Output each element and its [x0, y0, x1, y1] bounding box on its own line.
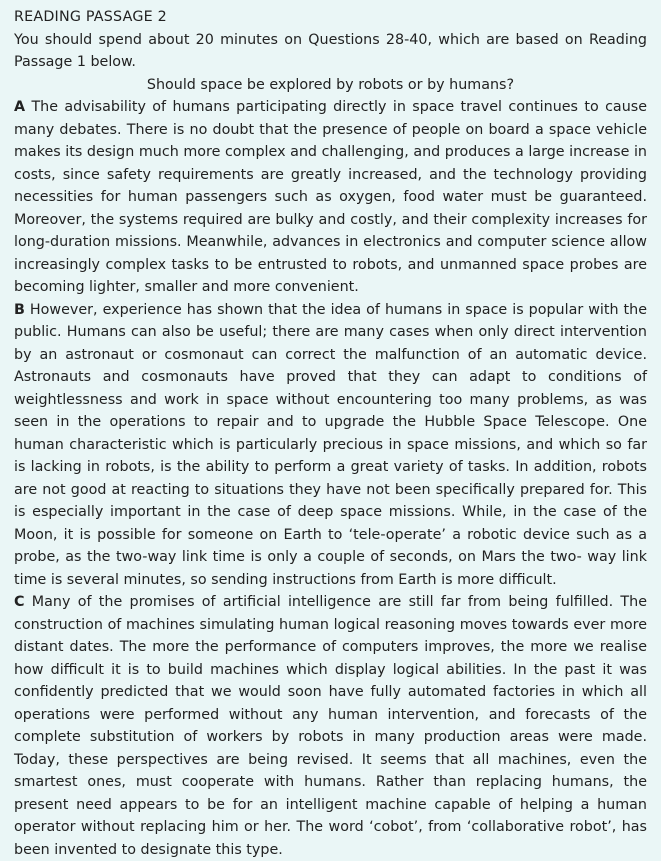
- passage-heading: READING PASSAGE 2: [14, 9, 167, 25]
- paragraph-text: Many of the promises of artificial intelligence are still far from being fulfilled. The construction of machines simulating human logical reasoning moves towards ever more distant dates. The more the performance of computers improves, the more we realise how difficult it is to build machines which display logical abilities. In the past it was confidently predicted that we would soon have fully automated factories in which all operations were performed without any human intervention, and forecasts of the complete substitution of workers by robots in many production areas were made. Today, these perspectives are being revised. It seems that all machines, even the smartest ones, must cooperate with humans. Rather than replacing humans, the present need appears to be for an intelligent machine capable of helping a human operator without replacing him or her. The word ‘cobot’, from ‘collaborative robot’, has been invented to designate this type.: [14, 594, 647, 858]
- paragraph-a: [14, 96, 647, 299]
- paragraph-letter: B: [14, 301, 25, 318]
- paragraph-b: [14, 299, 647, 592]
- paragraph-text: The advisability of humans participating directly in space travel continues to cause many debates. There is no doubt that the presence of people on board a space vehicle makes its design much more complex and challenging, and produces a large increase in costs, since safety requirements are greatly increased, and the technology providing necessities for human passengers such as oxygen, food water must be guaranteed. Moreover, the systems required are bulky and costly, and their complexity increases for long-duration missions. Meanwhile, advances in electronics and computer science allow increasingly complex tasks to be entrusted to robots, and unmanned space probes are becoming lighter, smaller and more convenient.: [14, 99, 648, 295]
- passage-instructions: You should spend about 20 minutes on Questions 28-40, which are based on Reading Passage 1 below.: [14, 31, 647, 70]
- paragraph-c: [14, 591, 647, 861]
- passage-title: Should space be explored by robots or by humans?: [146, 76, 515, 93]
- paragraph-text: However, experience has shown that the idea of humans in space is popular with the public. Humans can also be useful; there are many cases when only direct intervention by an astronaut or cosmonaut can correct the malfunction of an automatic device. Astronauts and cosmonauts have proved that they can adapt to conditions of weightlessness and work in space without encountering too many problems, as was seen in the operations to repair and to upgrade the Hubble Space Telescope. One human characteristic which is particularly precious in space missions, and which so far is lacking in robots, is the ability to perform a great variety of tasks. In addition, robots are not good at reacting to situations they have not been specifically prepared for. This is especially important in the case of deep space missions. While, in the case of the Moon, it is possible for someone on Earth to ‘tele-operate’ a robotic device such as a probe, as the two-way link time is only a couple of seconds, on Mars the two- way link time is several minutes, so sending instructions from Earth is more difficult.: [14, 301, 647, 588]
- paragraph-letter: C: [14, 594, 25, 610]
- paragraph-letter: A: [14, 99, 26, 115]
